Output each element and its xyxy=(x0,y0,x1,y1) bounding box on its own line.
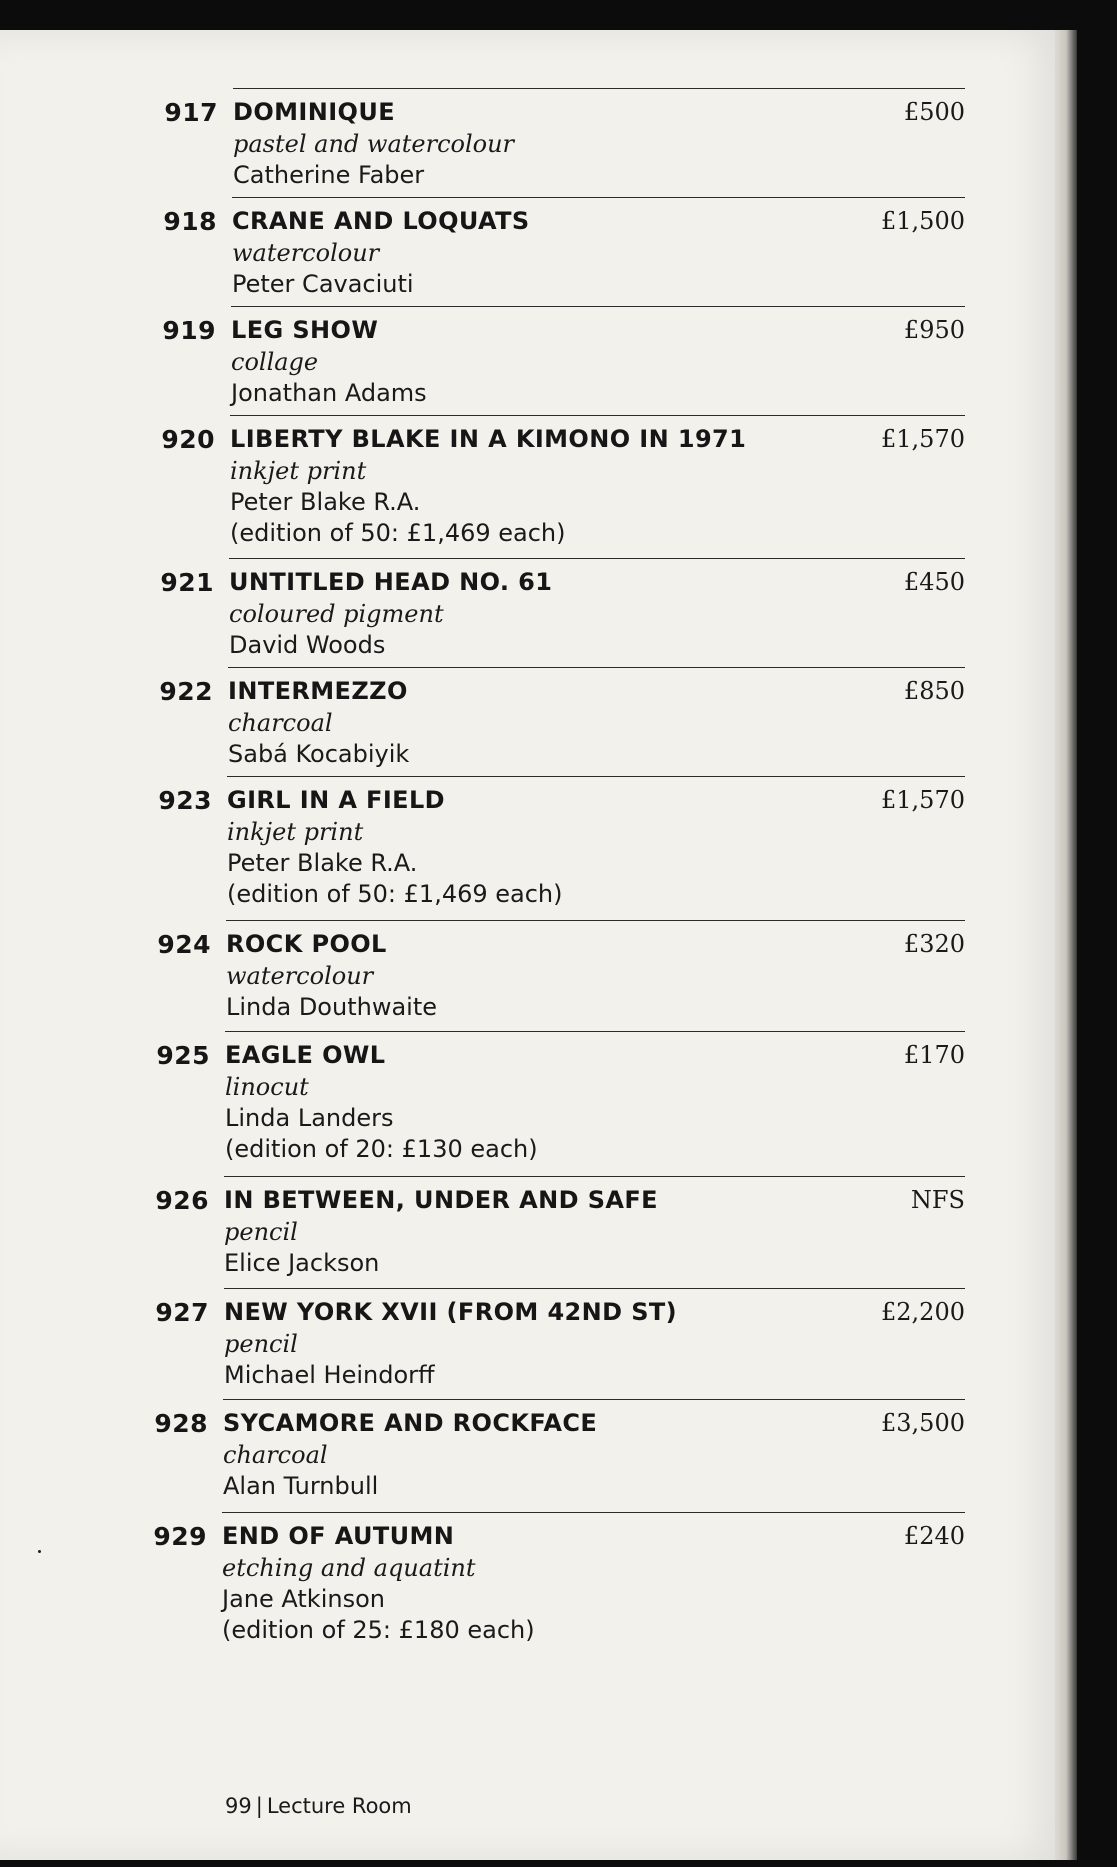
entry-number: 919 xyxy=(162,316,216,345)
divider-rule xyxy=(227,776,965,777)
entry-medium: pencil xyxy=(224,1218,298,1246)
footer-separator: | xyxy=(255,1794,263,1818)
entry-number: 917 xyxy=(164,98,218,127)
entry-price: £450 xyxy=(903,568,965,596)
entry-title: NEW YORK XVII (FROM 42ND ST) xyxy=(224,1298,678,1326)
entry-number: 926 xyxy=(155,1186,209,1215)
entry-title: INTERMEZZO xyxy=(228,677,408,705)
entry-artist: Alan Turnbull xyxy=(223,1472,379,1500)
entry-artist: Michael Heindorff xyxy=(224,1361,435,1389)
divider-rule xyxy=(233,88,965,89)
entry-medium: pastel and watercolour xyxy=(233,130,515,158)
entry-title: SYCAMORE AND ROCKFACE xyxy=(223,1409,598,1437)
entry-artist: Peter Blake R.A. xyxy=(230,488,421,516)
entry-medium: linocut xyxy=(225,1073,309,1101)
entry-title: IN BETWEEN, UNDER AND SAFE xyxy=(224,1186,658,1214)
entry-artist: Catherine Faber xyxy=(233,161,425,189)
entry-title: END OF AUTUMN xyxy=(222,1522,455,1550)
divider-rule xyxy=(228,667,965,668)
entry-number: 925 xyxy=(156,1041,210,1070)
entry-medium: inkjet print xyxy=(230,457,367,485)
entry-artist: Jane Atkinson xyxy=(222,1585,385,1613)
divider-rule xyxy=(229,558,965,559)
entry-artist: Linda Douthwaite xyxy=(226,993,437,1021)
entry-medium: inkjet print xyxy=(227,818,364,846)
entry-number: 918 xyxy=(163,207,217,236)
entry-medium: charcoal xyxy=(228,709,333,737)
entry-title: UNTITLED HEAD NO. 61 xyxy=(229,568,553,596)
page-number: 99 xyxy=(225,1794,252,1818)
entry-price: £1,500 xyxy=(881,207,965,235)
divider-rule xyxy=(223,1399,965,1400)
divider-rule xyxy=(231,306,965,307)
entry-title: ROCK POOL xyxy=(226,930,387,958)
entry-medium: watercolour xyxy=(232,239,380,267)
entry-artist: Sabá Kocabiyik xyxy=(228,740,410,768)
entry-price: £2,200 xyxy=(881,1298,965,1326)
entry-artist: Jonathan Adams xyxy=(231,379,427,407)
entry-price: £1,570 xyxy=(881,786,965,814)
entry-number: 928 xyxy=(154,1409,208,1438)
entry-price: £500 xyxy=(903,98,965,126)
entry-edition: (edition of 50: £1,469 each) xyxy=(230,519,566,547)
entry-artist: Linda Landers xyxy=(225,1104,394,1132)
divider-rule xyxy=(222,1512,965,1513)
divider-rule xyxy=(230,415,965,416)
entry-title: EAGLE OWL xyxy=(225,1041,386,1069)
entry-price: £950 xyxy=(903,316,965,344)
entry-artist: David Woods xyxy=(229,631,386,659)
entry-edition: (edition of 20: £130 each) xyxy=(225,1135,538,1163)
entry-price: NFS xyxy=(910,1186,965,1214)
entry-number: 927 xyxy=(155,1298,209,1327)
catalog-page xyxy=(0,30,1070,1860)
entry-edition: (edition of 50: £1,469 each) xyxy=(227,880,563,908)
section-name: Lecture Room xyxy=(266,1794,412,1818)
divider-rule xyxy=(226,920,965,921)
entry-price: £320 xyxy=(903,930,965,958)
entry-artist: Elice Jackson xyxy=(224,1249,380,1277)
entry-number: 929 xyxy=(153,1522,207,1551)
entry-number: 922 xyxy=(159,677,213,706)
entry-medium: pencil xyxy=(224,1330,298,1358)
entry-price: £1,570 xyxy=(881,425,965,453)
entry-number: 921 xyxy=(160,568,214,597)
entry-medium: collage xyxy=(231,348,319,376)
entry-edition: (edition of 25: £180 each) xyxy=(222,1616,535,1644)
entry-medium: coloured pigment xyxy=(229,600,444,628)
entry-number: 923 xyxy=(158,786,212,815)
entry-artist: Peter Blake R.A. xyxy=(227,849,418,877)
page-edge xyxy=(1055,30,1077,1860)
entry-medium: etching and aquatint xyxy=(222,1554,476,1582)
entry-title: LIBERTY BLAKE IN A KIMONO IN 1971 xyxy=(230,425,747,453)
paper-speck xyxy=(38,1550,41,1553)
divider-rule xyxy=(232,197,965,198)
entry-title: LEG SHOW xyxy=(231,316,379,344)
entry-medium: charcoal xyxy=(223,1441,328,1469)
entry-number: 924 xyxy=(157,930,211,959)
entry-price: £240 xyxy=(903,1522,965,1550)
entry-artist: Peter Cavaciuti xyxy=(232,270,414,298)
entry-medium: watercolour xyxy=(226,962,374,990)
divider-rule xyxy=(224,1176,965,1177)
entry-title: CRANE AND LOQUATS xyxy=(232,207,530,235)
page-footer xyxy=(225,1794,412,1818)
entry-price: £850 xyxy=(903,677,965,705)
entry-title: GIRL IN A FIELD xyxy=(227,786,445,814)
entry-title: DOMINIQUE xyxy=(233,98,396,126)
divider-rule xyxy=(224,1288,965,1289)
entry-number: 920 xyxy=(161,425,215,454)
entry-price: £3,500 xyxy=(881,1409,965,1437)
divider-rule xyxy=(225,1031,965,1032)
entry-price: £170 xyxy=(903,1041,965,1069)
